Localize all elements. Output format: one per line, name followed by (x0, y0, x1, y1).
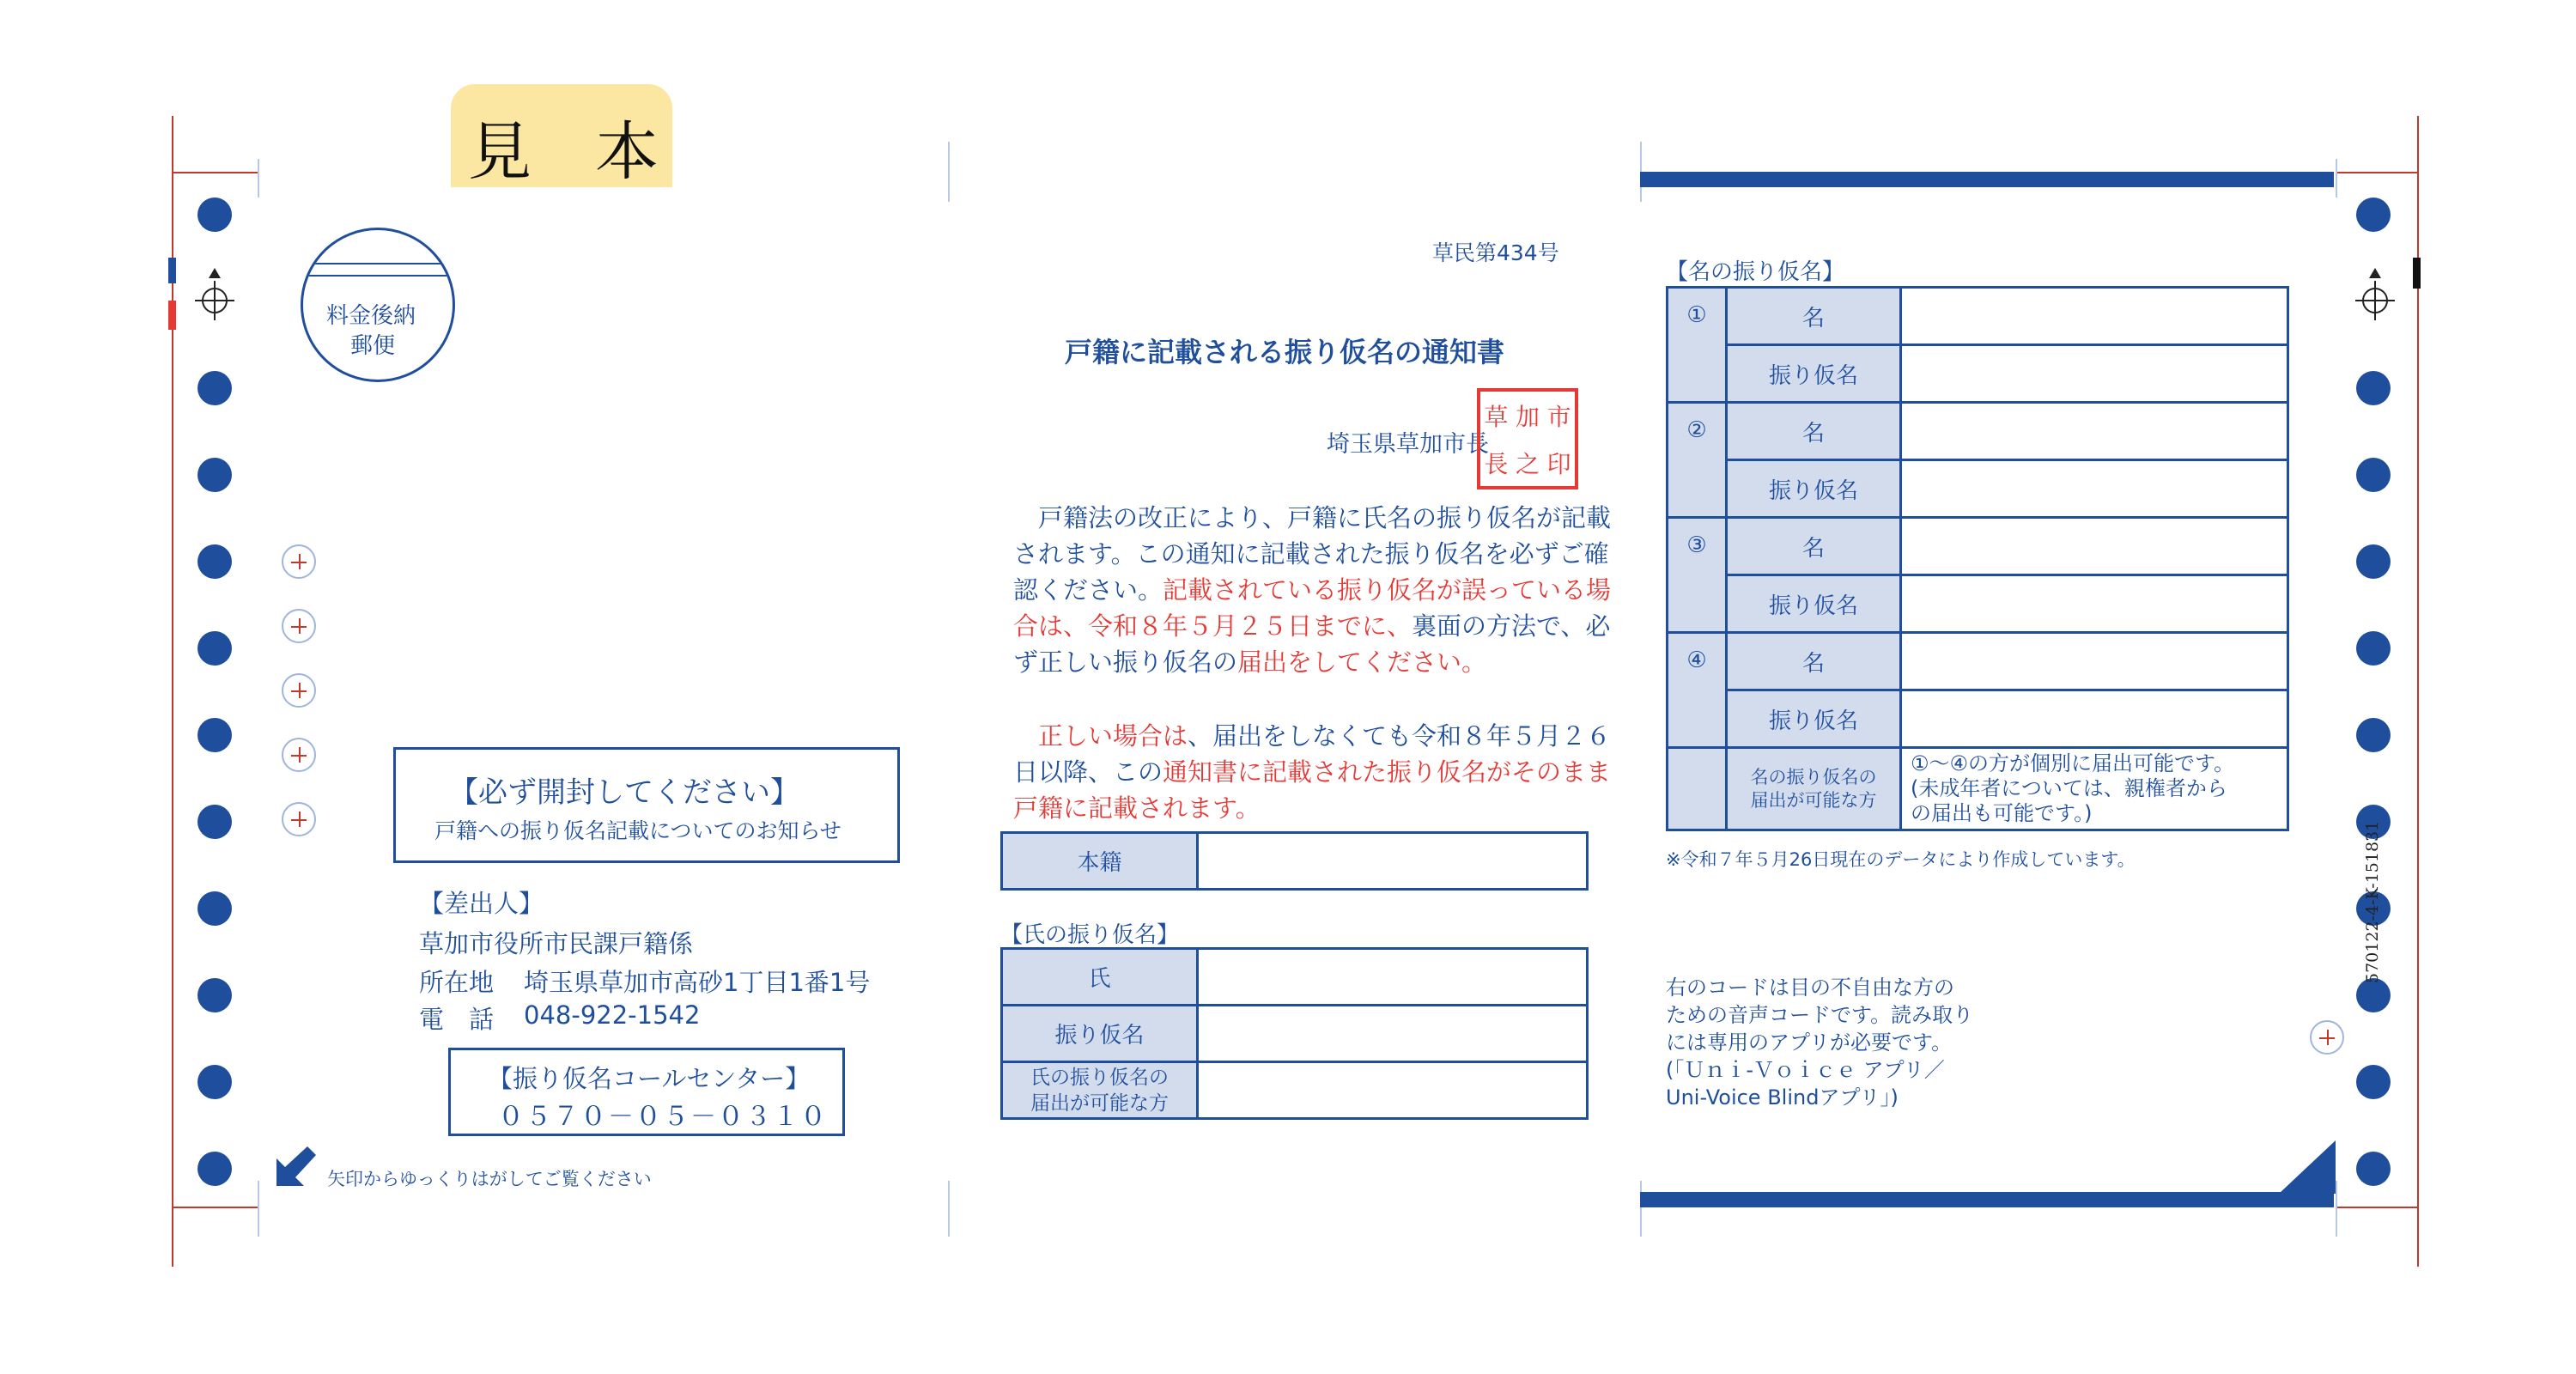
postage-line2: 郵便 (350, 333, 396, 359)
perforation-hole (197, 978, 232, 1012)
perforation-hole (2356, 544, 2391, 579)
fold-line (1640, 1181, 1642, 1237)
para2-segment: 通知書に記載された振り仮名がそのまま戸籍に記載されます。 (1013, 757, 1612, 823)
notifier-text (1901, 748, 2288, 830)
top-bar (1640, 172, 2334, 187)
perforation-hole (197, 198, 232, 232)
voice-code-line1: 右のコードは目の不自由な方の (1666, 976, 1954, 1000)
given-name-value (1901, 518, 2288, 575)
given-furigana-label: 振り仮名 (1727, 575, 1901, 633)
notifier-label (1727, 748, 1901, 830)
fold-line (948, 1181, 950, 1237)
register-circle (2310, 1020, 2344, 1055)
postage-line1: 料金後納 (326, 303, 416, 329)
notifier-text-line1: ①～④の方が個別に届出可能です。 (1911, 751, 2235, 775)
perforation-hole (197, 458, 232, 492)
given-furigana-value (1901, 460, 2288, 518)
honseki-value (1198, 833, 1588, 890)
notice-paragraph-1 (1013, 500, 1631, 680)
crop-mark (2336, 1207, 2418, 1208)
notifier-label-line1: 名の振り仮名の (1750, 766, 1877, 787)
perforation-hole (2356, 978, 2391, 1012)
crop-mark (172, 1207, 258, 1208)
register-circle (282, 609, 316, 643)
given-furigana-label: 振り仮名 (1727, 345, 1901, 403)
sender-address: 埼玉県草加市高砂1丁目1番1号 (524, 968, 871, 997)
official-seal (1477, 388, 1578, 489)
seal-char: 市 (1546, 402, 1571, 431)
perforation-hole (2356, 458, 2391, 492)
para1-segment: 届出をしてください。 (1237, 647, 1487, 677)
perforation-hole (197, 891, 232, 926)
bottom-bar (1640, 1192, 2334, 1207)
perforation-hole (197, 631, 232, 666)
para2-segment: 、届出をしなくても令和８年５月２６日以降、この (1013, 721, 1612, 787)
crop-mark (172, 116, 173, 1267)
corner-triangle (2279, 1140, 2336, 1194)
fold-line (2336, 1181, 2337, 1237)
given-name-value (1901, 403, 2288, 460)
surname-furigana-label: 振り仮名 (1002, 1006, 1198, 1062)
doc-number: 草民第434号 (1432, 240, 1559, 265)
fold-line (2336, 159, 2337, 198)
sender-phone-label: 電 話 (419, 1005, 495, 1034)
given-name-value (1901, 633, 2288, 690)
given-name-label: 名 (1727, 518, 1901, 575)
surname-value (1198, 949, 1588, 1006)
surname-section-heading: 【氏の振り仮名】 (1000, 922, 1180, 948)
perforation-hole (197, 544, 232, 579)
row-number: ③ (1668, 518, 1727, 633)
sample-stamp-label: 見 本 (468, 115, 659, 189)
color-marker (168, 301, 176, 330)
sender-office: 草加市役所市民課戸籍係 (419, 929, 694, 958)
perforation-hole (197, 371, 232, 405)
honseki-label: 本籍 (1002, 833, 1198, 890)
voice-code-line2: ための音声コードです。読み取り (1666, 1003, 1974, 1027)
perforation-hole (197, 718, 232, 752)
perforation-hole (2356, 631, 2391, 666)
arrow-up-icon (209, 268, 221, 278)
surname-notifier-label-line2: 届出が可能な方 (1030, 1091, 1169, 1115)
notifier-label-line2: 届出が可能な方 (1750, 789, 1877, 811)
call-center-number: ０５７０－０５－０３１０ (498, 1102, 828, 1132)
given-name-label: 名 (1727, 633, 1901, 690)
notice-title: 戸籍に記載される振り仮名の通知書 (1065, 336, 1505, 368)
para1-segment: 裏面の方法で、必ず正しい振り仮名の (1013, 611, 1611, 677)
given-name-table (1666, 286, 2289, 831)
honseki-table (1000, 831, 1589, 891)
must-open-title: 【必ず開封してください】 (449, 775, 799, 810)
notifier-spacer (1668, 748, 1727, 830)
color-marker (2413, 258, 2421, 289)
surname-label: 氏 (1002, 949, 1198, 1006)
register-circle (282, 738, 316, 772)
given-name-value (1901, 288, 2288, 345)
given-furigana-label: 振り仮名 (1727, 460, 1901, 518)
sender-phone: 048-922-1542 (524, 1000, 701, 1030)
perforation-hole (197, 1065, 232, 1099)
form-code: 570122-4-K-151831 (2363, 820, 2382, 983)
surname-notifier-label (1002, 1062, 1198, 1119)
voice-code-line5: Uni-Voice Blindアプリ」) (1666, 1085, 1899, 1110)
register-circle (282, 802, 316, 836)
peel-instruction: 矢印からゆっくりはがしてご覧ください (327, 1169, 652, 1189)
arrow-up-icon (2369, 268, 2381, 278)
crop-mark (2417, 116, 2419, 1267)
row-number: ② (1668, 403, 1727, 518)
given-name-label: 名 (1727, 403, 1901, 460)
given-furigana-value (1901, 690, 2288, 748)
given-furigana-value (1901, 345, 2288, 403)
fold-line (258, 1181, 259, 1237)
surname-furigana-value (1198, 1006, 1588, 1062)
call-center-title: 【振り仮名コールセンター】 (488, 1064, 811, 1093)
issuer: 埼玉県草加市長 (1327, 431, 1489, 458)
must-open-subtitle: 戸籍への振り仮名記載についてのお知らせ (434, 818, 841, 843)
perforation-hole (197, 1152, 232, 1186)
para2-segment: 正しい場合は (1038, 721, 1188, 751)
color-marker (168, 258, 176, 283)
voice-code-line3: には専用のアプリが必要です。 (1666, 1030, 1953, 1055)
perforation-hole (2356, 198, 2391, 232)
seal-char: 加 (1515, 402, 1540, 431)
para2-segment (1013, 721, 1038, 751)
sender-address-label: 所在地 (419, 968, 495, 997)
surname-table (1000, 947, 1589, 1120)
seal-char: 之 (1515, 449, 1540, 478)
perforation-hole (2356, 1065, 2391, 1099)
register-circle (282, 544, 316, 579)
fold-line (948, 142, 950, 202)
registration-mark (2355, 281, 2395, 320)
given-furigana-label: 振り仮名 (1727, 690, 1901, 748)
para1-segment: 記載されている振り仮名が誤っている場合は、令和８年５月２５日までに、 (1013, 575, 1612, 641)
surname-notifier-label-line1: 氏の振り仮名の (1030, 1066, 1169, 1089)
perforation-hole (197, 805, 232, 839)
row-number: ① (1668, 288, 1727, 403)
notifier-text-line3: の届出も可能です。) (1911, 801, 2093, 825)
given-name-label: 名 (1727, 288, 1901, 345)
row-number: ④ (1668, 633, 1727, 748)
perforation-hole (2356, 1152, 2391, 1186)
seal-char: 印 (1546, 449, 1571, 478)
register-circle (282, 673, 316, 708)
data-footnote: ※令和７年５月26日現在のデータにより作成しています。 (1666, 849, 2136, 870)
crop-mark (172, 172, 258, 173)
given-furigana-value (1901, 575, 2288, 633)
surname-notifier-value (1198, 1062, 1588, 1119)
perforation-hole (2356, 718, 2391, 752)
given-name-section-heading: 【名の振り仮名】 (1666, 259, 1845, 285)
para1-segment: 戸籍法の改正により、戸籍に氏名の振り仮名が記載されます。この通知に記載された振り仮名を必ずご確認ください。 (1013, 503, 1612, 605)
sender-heading: 【差出人】 (419, 889, 544, 918)
registration-mark (195, 281, 234, 320)
notice-paragraph-2 (1013, 718, 1631, 826)
crop-mark (2336, 172, 2418, 173)
fold-line (258, 159, 259, 198)
notifier-text-line2: (未成年者については、親権者から (1911, 776, 2227, 800)
seal-char: 草 (1484, 402, 1509, 431)
voice-code-line4: (「Ｕｎｉ-Ｖｏｉｃｅ アプリ／ (1666, 1058, 1945, 1082)
perforation-hole (2356, 371, 2391, 405)
seal-char: 長 (1484, 449, 1509, 478)
peel-arrow-icon (273, 1145, 318, 1189)
